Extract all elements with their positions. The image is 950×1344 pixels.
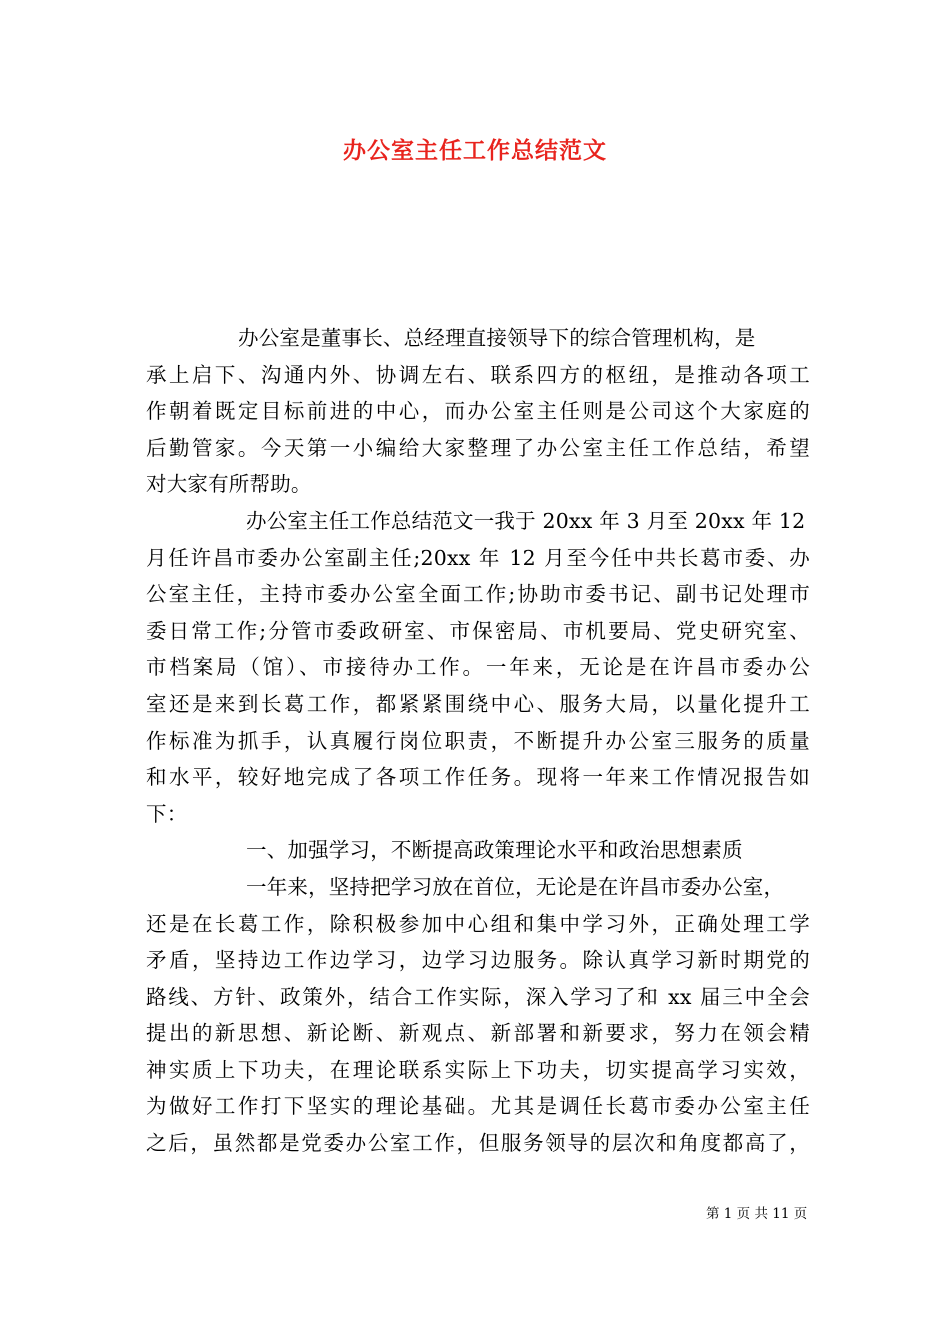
paragraph-line: 为做好工作打下坚实的理论基础。尤其是调任长葛市委办公室主任 xyxy=(146,1094,810,1119)
paragraph-line: 作朝着既定目标前进的中心，而办公室主任则是公司这个大家庭的 xyxy=(146,399,810,424)
paragraph-line: 和水平，较好地完成了各项工作任务。现将一年来工作情况报告如 xyxy=(146,765,810,790)
paragraph-line: 提出的新思想、新论断、新观点、新部署和新要求，努力在领会精 xyxy=(146,1021,810,1046)
paragraph-line: 一年来，坚持把学习放在首位，无论是在许昌市委办公室， xyxy=(246,874,785,899)
document-body xyxy=(146,320,810,1162)
section-heading: 一、加强学习，不断提高政策理论水平和政治思想素质 xyxy=(246,838,743,863)
paragraph-line: 办公室是董事长、总经理直接领导下的综合管理机构，是 xyxy=(238,326,756,350)
paragraph-line: 办公室主任工作总结范文一我于 20xx 年 3 月至 20xx 年 12 xyxy=(246,508,806,533)
paragraph-line: 作标准为抓手，认真履行岗位职责，不断提升办公室三服务的质量 xyxy=(146,728,810,753)
paragraph-line: 还是在长葛工作，除积极参加中心组和集中学习外，正确处理工学 xyxy=(146,911,810,936)
paragraph-line: 矛盾，坚持边工作边学习，边学习边服务。除认真学习新时期党的 xyxy=(146,948,810,973)
page-number: 第 1 页 共 11 页 xyxy=(706,1206,808,1222)
document-title: 办公室主任工作总结范文 xyxy=(343,137,607,164)
paragraph-line: 月任许昌市委办公室副主任;20xx 年 12 月至今任中共长葛市委、办 xyxy=(146,545,810,570)
paragraph-line: 后勤管家。今天第一小编给大家整理了办公室主任工作总结，希望 xyxy=(146,435,810,460)
paragraph-line: 对大家有所帮助。 xyxy=(146,472,312,497)
paragraph-line: 神实质上下功夫，在理论联系实际上下功夫，切实提高学习实效， xyxy=(146,1057,810,1082)
paragraph-line: 下： xyxy=(146,801,188,826)
paragraph-line: 路线、方针、政策外，结合工作实际，深入学习了和 xx 届三中全会 xyxy=(146,984,810,1009)
paragraph-line: 市档案局（馆）、市接待办工作。一年来，无论是在许昌市委办公 xyxy=(146,655,810,680)
paragraph-line: 之后，虽然都是党委办公室工作，但服务领导的层次和角度都高了， xyxy=(146,1131,810,1156)
paragraph-line: 室还是来到长葛工作，都紧紧围绕中心、服务大局，以量化提升工 xyxy=(146,691,810,716)
paragraph-line: 承上启下、沟通内外、协调左右、联系四方的枢纽，是推动各项工 xyxy=(146,362,810,387)
paragraph-line: 公室主任，主持市委办公室全面工作;协助市委书记、副书记处理市 xyxy=(146,582,810,607)
paragraph-line: 委日常工作;分管市委政研室、市保密局、市机要局、党史研究室、 xyxy=(146,618,810,643)
